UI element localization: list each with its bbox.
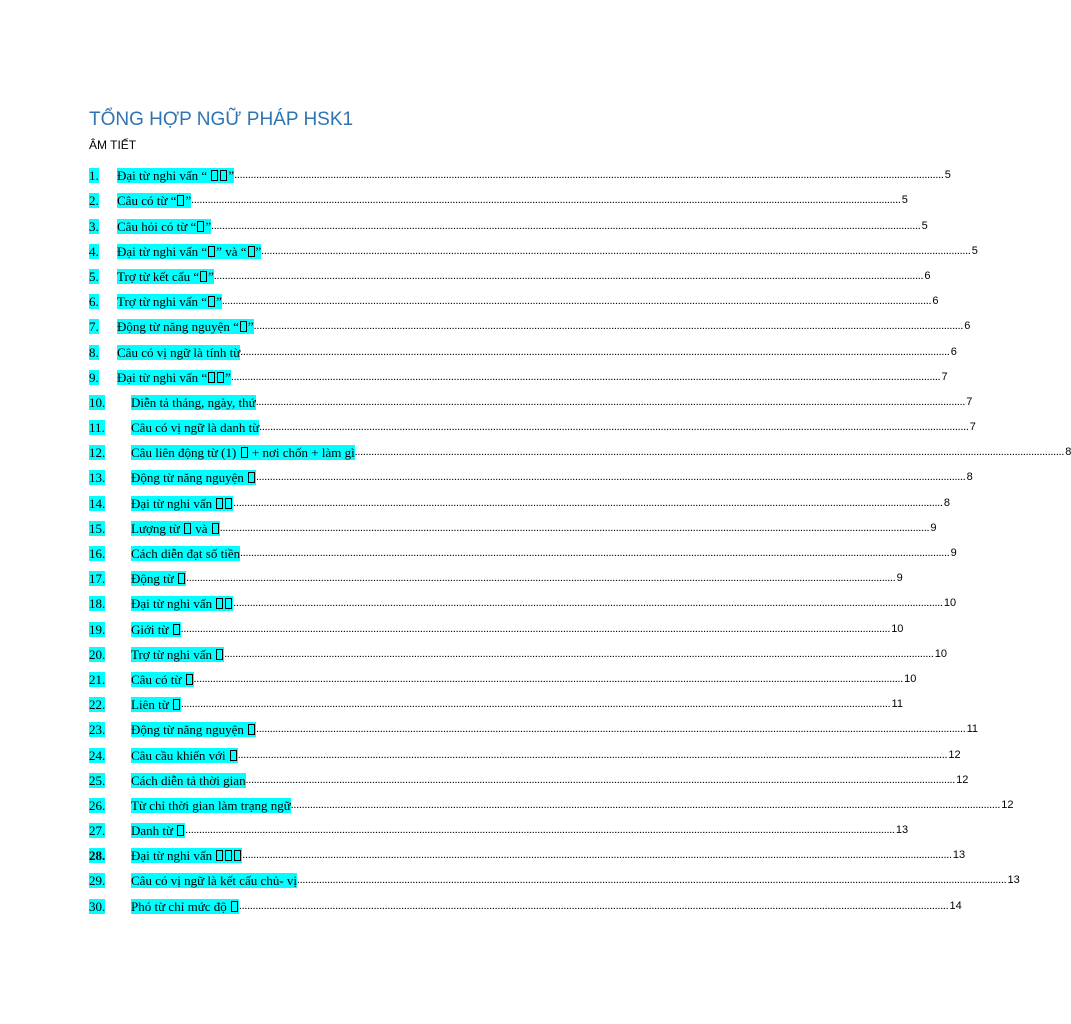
toc-entry-number: 28.	[89, 848, 106, 864]
missing-glyph-box	[248, 246, 255, 257]
toc-entry[interactable]	[89, 667, 917, 692]
missing-glyph-box	[208, 372, 215, 383]
toc-dot-leader	[191, 192, 901, 209]
missing-glyph-box	[220, 170, 227, 181]
toc-dot-leader	[181, 696, 891, 713]
toc-entry[interactable]	[89, 717, 979, 742]
toc-dot-leader	[256, 469, 966, 486]
toc-page-number: 6	[950, 345, 957, 358]
missing-glyph-box	[216, 498, 223, 509]
toc-entry-number: 24.	[89, 747, 106, 763]
toc-dot-leader	[238, 747, 948, 764]
toc-page-number: 8	[943, 496, 950, 509]
toc-entry[interactable]	[89, 490, 950, 515]
toc-entry-number: 5.	[89, 268, 99, 284]
toc-page-number: 12	[956, 773, 969, 786]
missing-glyph-box	[231, 901, 238, 912]
toc-dot-leader	[185, 822, 895, 839]
table-of-contents	[89, 163, 1071, 919]
toc-entry-number: 10.	[89, 394, 106, 410]
toc-dot-leader	[254, 318, 964, 335]
missing-glyph-box	[217, 372, 224, 383]
toc-entry-number: 27.	[89, 823, 106, 839]
toc-page-number: 9	[950, 547, 957, 559]
toc-entry-number: 3.	[89, 218, 99, 234]
toc-entry-title: Cách diễn đạt số tiền	[131, 546, 241, 561]
missing-glyph-box	[208, 296, 215, 307]
toc-dot-leader	[233, 595, 943, 612]
toc-entry-title: Giới từ	[131, 621, 181, 638]
missing-glyph-box	[211, 170, 218, 181]
toc-entry[interactable]	[89, 692, 903, 717]
missing-glyph-box	[225, 498, 232, 509]
toc-entry[interactable]	[89, 264, 931, 289]
toc-page-number: 6	[924, 269, 931, 282]
toc-entry-title: Đại từ nghi vấn “ ” và “ ”	[117, 243, 262, 259]
toc-entry-title: Liên từ	[131, 696, 181, 713]
toc-entry[interactable]	[89, 818, 909, 843]
toc-entry-title: Động từ năng nguyện	[131, 721, 256, 738]
toc-entry-number: 1.	[89, 168, 99, 184]
toc-entry-number: 17.	[89, 571, 106, 587]
missing-glyph-box	[225, 598, 232, 609]
toc-entry[interactable]	[89, 868, 1020, 893]
toc-entry-number: 7.	[89, 319, 99, 335]
toc-entry-title: Động từ	[131, 570, 186, 587]
toc-dot-leader	[261, 243, 971, 260]
toc-entry-title: Trợ từ nghi vấn “ ”	[117, 294, 222, 310]
toc-entry[interactable]	[89, 314, 971, 339]
toc-entry-number: 20.	[89, 646, 106, 662]
toc-entry-title: Câu liên động từ (1) + nơi chốn + làm gì	[131, 445, 355, 461]
toc-entry[interactable]	[89, 415, 976, 440]
toc-entry[interactable]	[89, 793, 1014, 818]
toc-entry-title: Câu hỏi có từ “ ”	[117, 218, 212, 234]
toc-page-number: 5	[901, 194, 908, 207]
toc-entry-number: 22.	[89, 697, 106, 713]
toc-page-number: 6	[932, 295, 939, 308]
toc-entry-title: Câu có vị ngữ là danh từ	[131, 420, 260, 436]
toc-entry[interactable]	[89, 642, 948, 667]
toc-page-number: 10	[943, 597, 957, 610]
toc-entry[interactable]	[89, 289, 939, 314]
missing-glyph-box	[212, 523, 219, 534]
toc-entry-title: Đại từ nghi vấn “ ”	[117, 369, 231, 385]
toc-dot-leader	[355, 444, 1065, 461]
toc-page-number: 12	[1001, 798, 1014, 811]
toc-dot-leader	[181, 621, 891, 638]
toc-entry-number: 29.	[89, 873, 106, 889]
missing-glyph-box	[178, 573, 185, 584]
toc-entry-number: 11.	[89, 420, 105, 436]
missing-glyph-box	[197, 221, 204, 232]
toc-entry[interactable]	[89, 616, 904, 641]
toc-page-number: 13	[1007, 874, 1020, 887]
toc-dot-leader	[291, 797, 1001, 814]
toc-entry-title: Câu có từ “ ”	[117, 193, 192, 209]
toc-dot-leader	[242, 847, 952, 864]
toc-dot-leader	[234, 167, 944, 184]
toc-dot-leader	[214, 268, 924, 285]
toc-entry-number: 8.	[89, 344, 99, 360]
missing-glyph-box	[208, 246, 215, 257]
toc-entry[interactable]	[89, 566, 903, 591]
toc-entry-title: Danh từ	[131, 822, 185, 839]
toc-entry[interactable]	[89, 365, 948, 390]
missing-glyph-box	[240, 321, 247, 332]
toc-page-number: 11	[966, 723, 979, 736]
toc-entry-number: 12.	[89, 445, 106, 461]
toc-entry[interactable]	[89, 188, 908, 213]
toc-entry-number: 30.	[89, 898, 106, 914]
toc-entry-number: 4.	[89, 243, 99, 259]
toc-dot-leader	[186, 570, 896, 587]
toc-page-number: 10	[934, 647, 948, 660]
missing-glyph-box	[234, 850, 241, 861]
toc-entry[interactable]	[89, 239, 978, 264]
toc-dot-leader	[240, 545, 950, 562]
toc-page-number: 10	[891, 622, 904, 635]
toc-entry-number: 16.	[89, 546, 106, 561]
toc-dot-leader	[211, 218, 921, 235]
toc-dot-leader	[297, 872, 1007, 889]
toc-entry[interactable]	[89, 213, 928, 238]
toc-entry-number: 25.	[89, 772, 106, 788]
missing-glyph-box	[173, 624, 180, 635]
toc-dot-leader	[239, 898, 949, 915]
toc-entry-title: Cách diễn tả thời gian	[131, 772, 246, 788]
toc-entry-title: Đại từ nghi vấn	[131, 595, 233, 612]
toc-page-number: 9	[930, 521, 937, 534]
toc-page-number: 8	[966, 471, 973, 484]
toc-page-number: 7	[966, 395, 973, 408]
toc-entry-title: Đại từ nghi vấn	[131, 847, 242, 864]
missing-glyph-box	[216, 598, 223, 609]
toc-dot-leader	[194, 671, 904, 688]
toc-entry-number: 14.	[89, 495, 106, 511]
toc-dot-leader	[259, 419, 969, 436]
toc-dot-leader	[233, 495, 943, 512]
toc-entry-title: Câu có vị ngữ là kết cấu chủ- vị	[131, 873, 298, 889]
toc-page-number: 11	[891, 698, 903, 711]
toc-entry-number: 9.	[89, 369, 99, 385]
toc-dot-leader	[256, 721, 966, 738]
toc-page-number: 9	[896, 572, 903, 585]
missing-glyph-box	[177, 825, 184, 836]
toc-entry[interactable]	[89, 465, 973, 490]
toc-dot-leader	[256, 394, 966, 411]
toc-entry[interactable]	[89, 440, 1071, 465]
missing-glyph-box	[225, 850, 232, 861]
toc-entry-title: Diễn tả tháng, ngày, thứ	[131, 394, 256, 410]
toc-entry[interactable]	[89, 339, 957, 364]
toc-entry[interactable]	[89, 768, 969, 793]
toc-page-number: 5	[944, 169, 951, 182]
missing-glyph-box	[200, 271, 207, 282]
toc-entry-number: 26.	[89, 797, 106, 813]
toc-page-number: 10	[904, 672, 917, 685]
toc-dot-leader	[224, 646, 934, 663]
toc-entry-number: 2.	[89, 193, 99, 209]
missing-glyph-box	[184, 523, 191, 534]
toc-entry-title: Phó từ chỉ mức độ	[131, 898, 239, 915]
toc-entry-title: Câu có từ	[131, 671, 194, 688]
toc-entry-number: 21.	[89, 671, 106, 687]
missing-glyph-box	[248, 472, 255, 483]
toc-page-number: 12	[948, 748, 961, 761]
toc-entry-title: Đại từ nghi vấn	[131, 495, 233, 512]
toc-page-number: 7	[969, 421, 976, 434]
toc-entry-number: 15.	[89, 520, 106, 536]
toc-page-number: 13	[952, 849, 966, 862]
toc-entry[interactable]	[89, 893, 962, 918]
toc-entry-title: Từ chỉ thời gian làm trạng ngữ	[131, 797, 291, 813]
document-subtitle: ÂM TIẾT	[89, 138, 137, 152]
toc-page-number: 5	[921, 219, 928, 232]
toc-entry-title: Trợ từ kết cấu “ ”	[117, 268, 214, 284]
missing-glyph-box	[248, 724, 255, 735]
toc-page-number: 13	[895, 824, 909, 837]
missing-glyph-box	[230, 750, 237, 761]
missing-glyph-box	[241, 447, 248, 458]
toc-dot-leader	[246, 772, 956, 789]
toc-page-number: 7	[941, 370, 948, 383]
toc-entry[interactable]	[89, 390, 973, 415]
toc-entry[interactable]	[89, 742, 961, 767]
toc-entry[interactable]	[89, 163, 951, 188]
toc-dot-leader	[240, 344, 950, 361]
toc-entry[interactable]	[89, 843, 966, 868]
toc-page-number: 8	[1065, 446, 1071, 459]
toc-entry[interactable]	[89, 541, 957, 566]
toc-dot-leader	[220, 520, 930, 537]
toc-page-number: 14	[949, 899, 962, 912]
missing-glyph-box	[177, 195, 184, 206]
toc-dot-leader	[222, 293, 932, 310]
toc-entry-title: Câu có vị ngữ là tính từ	[117, 344, 241, 360]
document-title: TỔNG HỢP NGỮ PHÁP HSK1	[89, 109, 354, 130]
missing-glyph-box	[216, 850, 223, 861]
toc-entry-title: Lượng từ và	[131, 520, 220, 537]
toc-dot-leader	[231, 369, 941, 386]
toc-entry-title: Câu cầu khiến với	[131, 747, 238, 764]
toc-entry-number: 18.	[89, 596, 106, 612]
missing-glyph-box	[186, 674, 193, 685]
toc-entry-number: 19.	[89, 621, 106, 637]
missing-glyph-box	[173, 699, 180, 710]
toc-entry-number: 6.	[89, 294, 99, 310]
toc-entry[interactable]	[89, 591, 957, 616]
toc-entry-title: Trợ từ nghi vấn	[131, 646, 224, 663]
toc-entry-title: Động từ năng nguyện	[131, 469, 256, 486]
toc-entry[interactable]	[89, 516, 937, 541]
toc-page-number: 5	[971, 244, 978, 257]
toc-entry-title: Đại từ nghi vấn “ ”	[117, 168, 235, 184]
missing-glyph-box	[216, 649, 223, 660]
toc-entry-number: 23.	[89, 722, 106, 738]
toc-entry-number: 13.	[89, 470, 106, 486]
toc-entry-title: Động từ năng nguyện “ ”	[117, 319, 254, 335]
toc-page-number: 6	[964, 320, 971, 333]
